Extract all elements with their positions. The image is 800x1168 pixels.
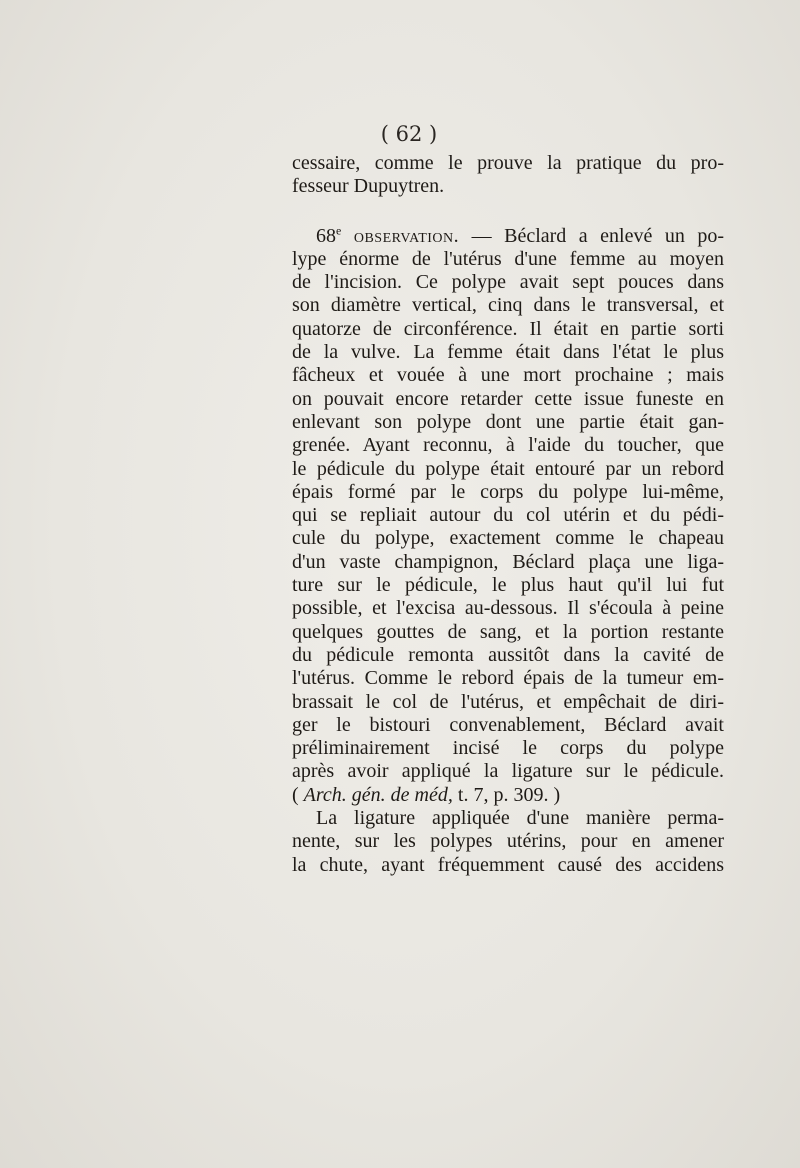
text-line: ger le bistouri convenablement, Béclard avait [292, 713, 724, 736]
text-line: après avoir appliqué la ligature sur le pédicule. [292, 760, 724, 783]
paragraph-spacer [292, 199, 724, 225]
text-line: La ligature appliquée d'une manière perma- [316, 807, 724, 830]
text-line: de l'incision. Ce polype avait sept pouces dans [292, 271, 724, 294]
text-line: possible, et l'excisa au-dessous. Il s'écoula à peine [292, 597, 724, 620]
text-line: fesseur Dupuytren. [292, 175, 445, 198]
text-line: de la vulve. La femme était dans l'état le plus [292, 341, 724, 364]
text-line: la chute, ayant fréquemment causé des accidens [292, 853, 724, 876]
text-line: grenée. Ayant reconnu, à l'aide du toucher, que [292, 434, 724, 457]
text-line: du pédicule remonta aussitôt dans la cavité de [292, 643, 724, 666]
text-line: l'utérus. Comme le rebord épais de la tumeur em- [292, 667, 724, 690]
text-line: fâcheux et vouée à une mort prochaine ; mais [292, 364, 724, 387]
page-number: ( 62 ) [380, 122, 438, 146]
observation-heading-line [292, 225, 724, 248]
text-line: nente, sur les polypes utérins, pour en amener [292, 830, 724, 853]
text-line: quatorze de circonférence. Il était en partie sorti [292, 317, 724, 340]
text-line: — Béclard a enlevé un po- [459, 224, 724, 247]
text-line: ture sur le pédicule, le plus haut qu'il lui fut [292, 574, 724, 597]
observation-number: 68 [316, 224, 336, 247]
observation-number-suffix: e [336, 224, 342, 237]
text-line: on pouvait encore retarder cette issue funeste en [292, 387, 724, 410]
citation-source: Arch. gén. de méd, [303, 783, 453, 806]
text-line: cule du polype, exactement comme le chapeau [292, 527, 724, 550]
text-line: son diamètre vertical, cinq dans le transversal, et [292, 294, 724, 317]
text-line: brassait le col de l'utérus, et empêchait de diri- [292, 690, 724, 713]
text-line: cessaire, comme le prouve la pratique du pro- [292, 152, 724, 174]
citation-line [292, 784, 724, 807]
text-line: enlevant son polype dont une partie était gan- [292, 410, 724, 433]
text-body [292, 152, 724, 877]
citation-open: ( [292, 783, 304, 806]
text-line: le pédicule du polype était entouré par un rebord [292, 457, 724, 480]
text-line: épais formé par le corps du polype lui-même, [292, 480, 724, 503]
text-line: lype énorme de l'utérus d'une femme au moyen [292, 247, 724, 270]
text-line: d'un vaste champignon, Béclard plaça une liga- [292, 550, 724, 573]
text-line: qui se repliait autour du col utérin et du pédi- [292, 504, 724, 527]
observation-heading: observation. [353, 224, 460, 247]
text-line: préliminairement incisé le corps du polype [292, 737, 724, 760]
text-line: quelques gouttes de sang, et la portion restante [292, 620, 724, 643]
citation-reference: t. 7, p. 309. ) [452, 783, 561, 806]
